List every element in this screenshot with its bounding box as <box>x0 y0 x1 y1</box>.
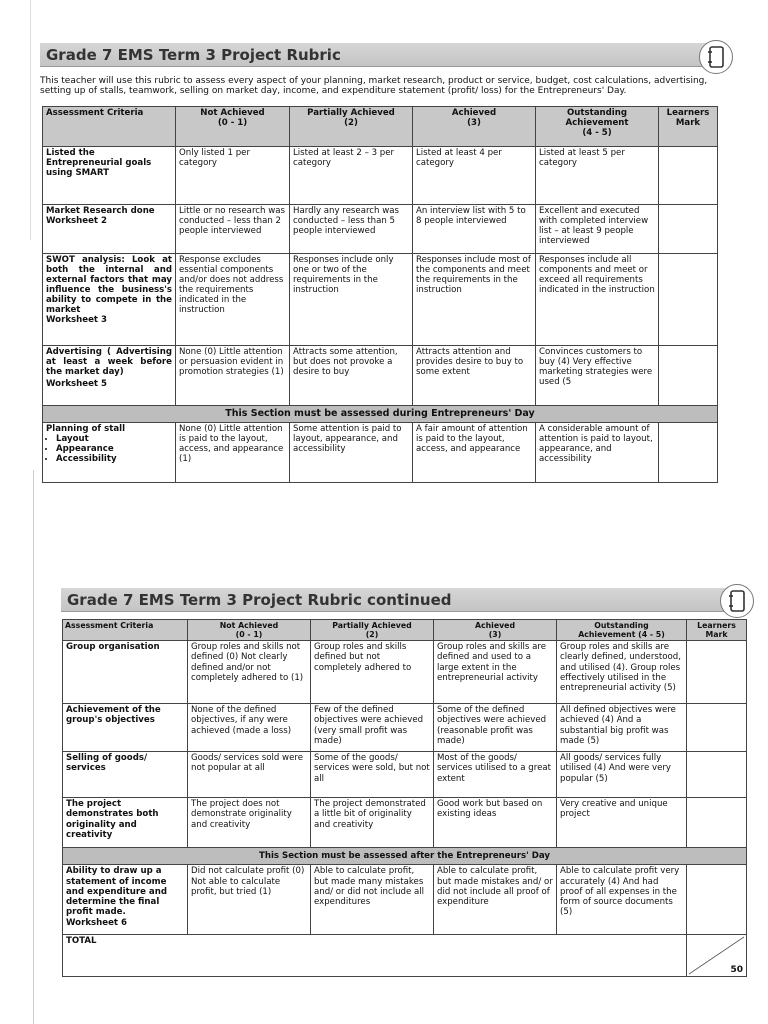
achieved-cell: Listed at least 4 per category <box>413 147 536 205</box>
not-achieved-cell: The project does not demonstrate originality and creativity <box>188 798 311 848</box>
section-heading: This Section must be assessed during Entrepreneurs' Day <box>43 406 718 423</box>
criteria-cell: Group organisation <box>63 641 188 704</box>
criteria-cell: Listed the Entrepreneurial goals using SMART <box>43 147 176 205</box>
not-achieved-cell: Group roles and skills not defined (0) Not clearly defined and/or not completely adhered to (1) <box>188 641 311 704</box>
not-achieved-cell: Did not calculate profit (0) Not able to calculate profit, but tried (1) <box>188 865 311 935</box>
partially-achieved-cell: Attracts some attention, but does not provoke a desire to buy <box>290 346 413 406</box>
partially-achieved-cell: The project demonstrated a little bit of originality and creativity <box>311 798 434 848</box>
page-edge <box>33 470 34 1024</box>
outstanding-cell: All goods/ services fully utilised (4) And were very popular (5) <box>557 752 687 798</box>
table-row <box>43 346 718 406</box>
partially-achieved-cell: Hardly any research was conducted – less than 5 people interviewed <box>290 205 413 254</box>
criteria-cell: Selling of goods/ services <box>63 752 188 798</box>
learners-mark-cell[interactable] <box>687 798 747 848</box>
header-criteria: Assessment Criteria <box>63 620 188 641</box>
header-not-achieved: Not Achieved (0 - 1) <box>188 620 311 641</box>
learners-mark-cell[interactable] <box>687 704 747 752</box>
header-not-achieved: Not Achieved (0 - 1) <box>176 107 290 147</box>
header-partially-achieved: Partially Achieved (2) <box>311 620 434 641</box>
achieved-cell: An interview list with 5 to 8 people interviewed <box>413 205 536 254</box>
outstanding-cell: Responses include all components and meet or exceed all requirements indicated in the instruction <box>536 254 659 346</box>
table-row <box>43 254 718 346</box>
learners-mark-cell[interactable] <box>659 346 718 406</box>
achieved-cell: Good work but based on existing ideas <box>434 798 557 848</box>
criteria-cell: The project demonstrates both originality and creativity <box>63 798 188 848</box>
not-achieved-cell: Goods/ services sold were not popular at all <box>188 752 311 798</box>
header-learners-mark: Learners Mark <box>659 107 718 147</box>
criteria-cell: Achievement of the group's objectives <box>63 704 188 752</box>
not-achieved-cell: None (0) Little attention or persuasion evident in promotion strategies (1) <box>176 346 290 406</box>
table-row <box>43 423 718 483</box>
table-row <box>63 752 747 798</box>
table-row <box>63 641 747 704</box>
learners-mark-cell[interactable] <box>659 423 718 483</box>
outstanding-cell: Convinces customers to buy (4) Very effective marketing strategies were used (5 <box>536 346 659 406</box>
rubric-table <box>42 106 718 483</box>
header-outstanding: Outstanding Achievement (4 - 5) <box>557 620 687 641</box>
not-achieved-cell: Little or no research was conducted – less than 2 people interviewed <box>176 205 290 254</box>
header-achieved: Achieved (3) <box>434 620 557 641</box>
rubric-intro: This teacher will use this rubric to assess every aspect of your planning, market research, product or service, budget, cost calculations, advertising, setting up of stalls, teamwork, selling on market day, income, and expenditure statement (profit/ loss) for the Entrepreneurs' Day. <box>40 76 708 96</box>
achieved-cell: Most of the goods/ services utilised to a great extent <box>434 752 557 798</box>
criteria-cell: Market Research done Worksheet 2 <box>43 205 176 254</box>
outstanding-cell: Group roles and skills are clearly defined, understood, and utilised (4). Group roles effectively utilised in the entrepreneurial activity (5) <box>557 641 687 704</box>
partially-achieved-cell: Listed at least 2 – 3 per category <box>290 147 413 205</box>
achieved-cell: Some of the defined objectives were achieved (reasonable profit was made) <box>434 704 557 752</box>
table-row <box>63 704 747 752</box>
partially-achieved-cell: Few of the defined objectives were achieved (very small profit was made) <box>311 704 434 752</box>
achieved-cell: Group roles and skills are defined and used to a large extent in the entrepreneurial activity <box>434 641 557 704</box>
not-achieved-cell: None of the defined objectives, if any were achieved (made a loss) <box>188 704 311 752</box>
header-achieved: Achieved (3) <box>413 107 536 147</box>
achieved-cell: Able to calculate profit, but made mistakes and/ or did not include all proof of expenditure <box>434 865 557 935</box>
total-mark-cell[interactable] <box>687 935 747 977</box>
outstanding-cell: All defined objectives were achieved (4) And a substantial big profit was made (5) <box>557 704 687 752</box>
not-achieved-cell: None (0) Little attention is paid to the layout, access, and appearance (1) <box>176 423 290 483</box>
table-row <box>63 798 747 848</box>
table-row <box>63 865 747 935</box>
rubric-table <box>62 619 747 977</box>
achieved-cell: Responses include most of the components and meet the requirements in the instruction <box>413 254 536 346</box>
learners-mark-cell[interactable] <box>659 254 718 346</box>
notebook-icon <box>699 40 733 74</box>
table-row <box>43 147 718 205</box>
header-criteria: Assessment Criteria <box>43 107 176 147</box>
not-achieved-cell: Response excludes essential components and/or does not address the requirements indicated in the instruction <box>176 254 290 346</box>
header-partially-achieved: Partially Achieved (2) <box>290 107 413 147</box>
criteria-cell: SWOT analysis: Look at both the internal and external factors that may influence the business's ability to compete in the market Worksheet 3 <box>43 254 176 346</box>
criteria-cell: Planning of stall • Layout • Appearance • Accessibility <box>43 423 176 483</box>
partially-achieved-cell: Some of the goods/ services were sold, but not all <box>311 752 434 798</box>
section-heading: This Section must be assessed after the Entrepreneurs' Day <box>63 848 747 865</box>
partially-achieved-cell: Responses include only one or two of the requirements in the instruction <box>290 254 413 346</box>
criteria-cell: Advertising ( Advertising at least a week before the market day) Worksheet 5 <box>43 346 176 406</box>
notebook-icon <box>720 584 754 618</box>
total-max: 50 <box>730 965 743 975</box>
learners-mark-cell[interactable] <box>659 147 718 205</box>
header-outstanding: Outstanding Achievement (4 - 5) <box>536 107 659 147</box>
learners-mark-cell[interactable] <box>659 205 718 254</box>
learners-mark-cell[interactable] <box>687 865 747 935</box>
table-row <box>43 205 718 254</box>
rubric-title: Grade 7 EMS Term 3 Project Rubric continued <box>61 588 741 612</box>
outstanding-cell: Listed at least 5 per category <box>536 147 659 205</box>
achieved-cell: A fair amount of attention is paid to the layout, access, and appearance <box>413 423 536 483</box>
outstanding-cell: Excellent and executed with completed interview list – at least 9 people interviewed <box>536 205 659 254</box>
bullet-item: • Accessibility <box>56 454 172 464</box>
bullet-item: • Appearance <box>56 444 172 454</box>
not-achieved-cell: Only listed 1 per category <box>176 147 290 205</box>
bullet-item: • Layout <box>56 434 172 444</box>
partially-achieved-cell: Able to calculate profit, but made many mistakes and/ or did not include all expenditures <box>311 865 434 935</box>
partially-achieved-cell: Group roles and skills defined but not completely adhered to <box>311 641 434 704</box>
achieved-cell: Attracts attention and provides desire to buy to some extent <box>413 346 536 406</box>
total-row <box>63 935 747 977</box>
section-row <box>43 406 718 423</box>
header-learners-mark: Learners Mark <box>687 620 747 641</box>
total-label: TOTAL <box>63 935 687 977</box>
partially-achieved-cell: Some attention is paid to layout, appearance, and accessibility <box>290 423 413 483</box>
learners-mark-cell[interactable] <box>687 752 747 798</box>
outstanding-cell: A considerable amount of attention is paid to layout, appearance, and accessibility <box>536 423 659 483</box>
outstanding-cell: Very creative and unique project <box>557 798 687 848</box>
rubric-title: Grade 7 EMS Term 3 Project Rubric <box>40 43 720 67</box>
section-row <box>63 848 747 865</box>
outstanding-cell: Able to calculate profit very accurately (4) And had proof of all expenses in the form of source documents (5) <box>557 865 687 935</box>
learners-mark-cell[interactable] <box>687 641 747 704</box>
criteria-cell: Ability to draw up a statement of income and expenditure and determine the final profit made. Worksheet 6 <box>63 865 188 935</box>
page-edge <box>30 0 31 240</box>
